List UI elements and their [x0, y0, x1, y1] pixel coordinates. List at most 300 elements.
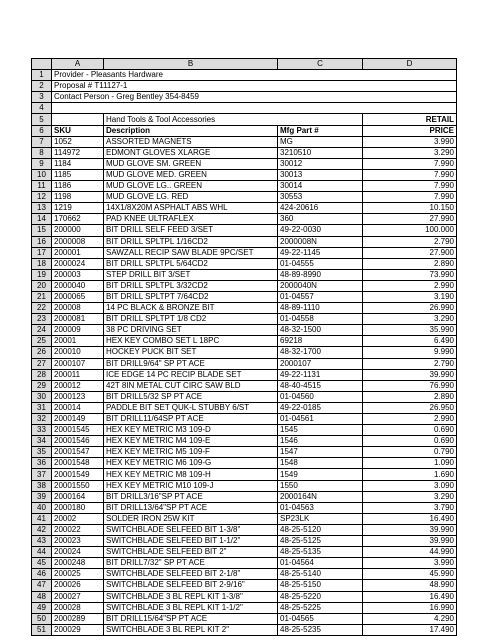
- column-header-c[interactable]: C: [278, 59, 363, 70]
- price-cell[interactable]: 3.290: [363, 147, 457, 158]
- table-row: [32, 236, 457, 247]
- sku-cell[interactable]: 200026: [52, 580, 104, 591]
- row-number[interactable]: 45: [32, 558, 52, 569]
- row-number[interactable]: 5: [32, 114, 52, 125]
- row-number[interactable]: 33: [32, 425, 52, 436]
- row-number[interactable]: 32: [32, 414, 52, 425]
- table-row: [32, 303, 457, 314]
- row-number[interactable]: 17: [32, 247, 52, 258]
- table-row: [32, 358, 457, 369]
- table-row: [32, 480, 457, 491]
- mfg-part-cell[interactable]: 48-25-5140: [278, 569, 363, 580]
- description-cell[interactable]: HEX KEY METRIC M3 109-D: [104, 425, 278, 436]
- row-number[interactable]: 36: [32, 458, 52, 469]
- description-cell[interactable]: BIT DRILL SPLTPL 5/64CD2: [104, 258, 278, 269]
- price-cell[interactable]: 48.990: [363, 580, 457, 591]
- table-row: [32, 214, 457, 225]
- description-cell[interactable]: HEX KEY METRIC M8 109-H: [104, 469, 278, 480]
- description-cell[interactable]: BIT DRILL9/64" SP PT ACE: [104, 358, 278, 369]
- price-cell[interactable]: 17.490: [363, 624, 457, 635]
- table-body: [32, 59, 457, 636]
- price-cell[interactable]: 45.990: [363, 569, 457, 580]
- mfg-part-cell[interactable]: 48-25-5150: [278, 580, 363, 591]
- table-row: [32, 136, 457, 147]
- price-cell[interactable]: 2.990: [363, 414, 457, 425]
- row-number[interactable]: 22: [32, 303, 52, 314]
- row-number[interactable]: 43: [32, 536, 52, 547]
- mfg-part-cell[interactable]: 49-22-1131: [278, 369, 363, 380]
- table-row: [32, 280, 457, 291]
- table-row: [32, 158, 457, 169]
- category-row: [32, 114, 457, 125]
- row-number[interactable]: 24: [32, 325, 52, 336]
- sku-cell[interactable]: 200023: [52, 536, 104, 547]
- sku-cell[interactable]: 20001545: [52, 425, 104, 436]
- price-cell[interactable]: 1.690: [363, 469, 457, 480]
- table-row: [32, 169, 457, 180]
- table-row: [32, 147, 457, 158]
- spreadsheet: [31, 58, 457, 636]
- mfg-part-cell[interactable]: 01-04561: [278, 414, 363, 425]
- mfg-part-cell[interactable]: 48-32-1500: [278, 325, 363, 336]
- table-row: [32, 591, 457, 602]
- sku-cell[interactable]: 200029: [52, 624, 104, 635]
- sku-cell[interactable]: 200014: [52, 402, 104, 413]
- table-row: [32, 369, 457, 380]
- mfg-part-cell[interactable]: SP23LK: [278, 513, 363, 524]
- sku-cell[interactable]: 200027: [52, 591, 104, 602]
- field-header-row: [32, 125, 457, 136]
- mfg-part-cell[interactable]: MG: [278, 136, 363, 147]
- description-cell[interactable]: SWITCHBLADE SELFEED BIT 2": [104, 547, 278, 558]
- row-number[interactable]: 51: [32, 624, 52, 635]
- sku-cell[interactable]: 20001549: [52, 469, 104, 480]
- empty-cell[interactable]: [52, 114, 104, 125]
- mfg-part-cell[interactable]: 1546: [278, 436, 363, 447]
- table-row: [32, 569, 457, 580]
- price-cell[interactable]: 44.990: [363, 547, 457, 558]
- price-cell[interactable]: 27.900: [363, 247, 457, 258]
- category-title[interactable]: Hand Tools & Tool Accessories: [104, 114, 363, 125]
- sku-header[interactable]: SKU: [52, 125, 104, 136]
- table-row: [32, 425, 457, 436]
- mfg-part-cell[interactable]: 1547: [278, 447, 363, 458]
- mfg-part-cell[interactable]: 30553: [278, 192, 363, 203]
- mfg-part-cell[interactable]: 49-22-0030: [278, 225, 363, 236]
- price-cell[interactable]: 2.790: [363, 236, 457, 247]
- table-row: [32, 524, 457, 535]
- sku-cell[interactable]: 2000123: [52, 391, 104, 402]
- row-number[interactable]: 23: [32, 314, 52, 325]
- sku-cell[interactable]: 200010: [52, 347, 104, 358]
- sku-cell[interactable]: 1052: [52, 136, 104, 147]
- table-row: [32, 436, 457, 447]
- mfg-part-cell[interactable]: 30012: [278, 158, 363, 169]
- mfg-part-cell[interactable]: 48-89-8990: [278, 269, 363, 280]
- table-row: [32, 513, 457, 524]
- sku-cell[interactable]: 200008: [52, 303, 104, 314]
- sku-cell[interactable]: 200028: [52, 602, 104, 613]
- price-cell[interactable]: 3.190: [363, 291, 457, 302]
- row-number[interactable]: 26: [32, 347, 52, 358]
- table-row: [32, 547, 457, 558]
- description-cell[interactable]: PADDLE BIT SET QUK-L STUBBY 6/ST: [104, 402, 278, 413]
- description-cell[interactable]: SWITCHBLADE SELFEED BIT 2-1/8": [104, 569, 278, 580]
- price-header[interactable]: PRICE: [363, 125, 457, 136]
- description-cell[interactable]: STEP DRILL BIT 3/SET: [104, 269, 278, 280]
- sku-cell[interactable]: 2000180: [52, 502, 104, 513]
- mfg-part-cell[interactable]: 3210510: [278, 147, 363, 158]
- mfg-part-header[interactable]: Mfg Part #: [278, 125, 363, 136]
- price-cell[interactable]: 9.990: [363, 347, 457, 358]
- price-cell[interactable]: 2.890: [363, 258, 457, 269]
- mfg-part-cell[interactable]: 48-25-5235: [278, 624, 363, 635]
- price-cell[interactable]: 2.990: [363, 280, 457, 291]
- table-row: [32, 613, 457, 624]
- sku-cell[interactable]: 200011: [52, 369, 104, 380]
- mfg-part-cell[interactable]: 01-04563: [278, 502, 363, 513]
- table-row: [32, 391, 457, 402]
- description-cell[interactable]: BIT DRILL SPLTPT 7/64CD2: [104, 291, 278, 302]
- description-cell[interactable]: BIT DRILL13/64"SP PT ACE: [104, 502, 278, 513]
- price-cell[interactable]: 16.490: [363, 513, 457, 524]
- row-number[interactable]: 11: [32, 181, 52, 192]
- sku-cell[interactable]: 20001550: [52, 480, 104, 491]
- sku-cell[interactable]: 200024: [52, 547, 104, 558]
- mfg-part-cell[interactable]: 1548: [278, 458, 363, 469]
- description-cell[interactable]: ICE EDGE 14 PC RECIP BLADE SET: [104, 369, 278, 380]
- price-cell[interactable]: 27.990: [363, 214, 457, 225]
- row-number[interactable]: 25: [32, 336, 52, 347]
- price-cell[interactable]: 0.690: [363, 436, 457, 447]
- sku-cell[interactable]: 20001548: [52, 458, 104, 469]
- price-cell[interactable]: 7.990: [363, 192, 457, 203]
- row-number[interactable]: 50: [32, 613, 52, 624]
- row-number[interactable]: 41: [32, 513, 52, 524]
- mfg-part-cell[interactable]: 30014: [278, 181, 363, 192]
- price-cell[interactable]: 39.990: [363, 369, 457, 380]
- table-row: [32, 458, 457, 469]
- retail-label[interactable]: RETAIL: [363, 114, 457, 125]
- description-cell[interactable]: BIT DRILL SPLTPL 1/16CD2: [104, 236, 278, 247]
- price-cell[interactable]: 16.490: [363, 591, 457, 602]
- sku-cell[interactable]: 2000107: [52, 358, 104, 369]
- row-number[interactable]: 20: [32, 280, 52, 291]
- price-cell[interactable]: 1.090: [363, 458, 457, 469]
- provider-cell[interactable]: Provider - Pleasants Hardware: [52, 70, 457, 81]
- price-cell[interactable]: 3.290: [363, 314, 457, 325]
- description-cell[interactable]: ASSORTED MAGNETS: [104, 136, 278, 147]
- row-number[interactable]: 28: [32, 369, 52, 380]
- table-row: [32, 247, 457, 258]
- mfg-part-cell[interactable]: 01-04560: [278, 391, 363, 402]
- row-number[interactable]: 18: [32, 258, 52, 269]
- row-number[interactable]: 1: [32, 70, 52, 81]
- price-cell[interactable]: 7.990: [363, 158, 457, 169]
- price-cell[interactable]: 73.990: [363, 269, 457, 280]
- description-cell[interactable]: BIT DRILL7/32" SP PT ACE: [104, 558, 278, 569]
- sku-cell[interactable]: 200009: [52, 325, 104, 336]
- description-cell[interactable]: HEX KEY METRIC M5 109-F: [104, 447, 278, 458]
- row-number[interactable]: 12: [32, 192, 52, 203]
- price-cell[interactable]: 16.990: [363, 602, 457, 613]
- table-row: [32, 469, 457, 480]
- description-cell[interactable]: MUD GLOVE SM. GREEN: [104, 158, 278, 169]
- row-number[interactable]: 37: [32, 469, 52, 480]
- mfg-part-cell[interactable]: 01-04557: [278, 291, 363, 302]
- description-cell[interactable]: SOLDER IRON 25W KIT: [104, 513, 278, 524]
- mfg-part-cell[interactable]: 48-25-5225: [278, 602, 363, 613]
- price-cell[interactable]: 10.150: [363, 203, 457, 214]
- row-number[interactable]: 39: [32, 491, 52, 502]
- description-cell[interactable]: SWITCHBLADE 3 BL REPL KIT 2": [104, 624, 278, 635]
- column-header-a[interactable]: A: [52, 59, 104, 70]
- column-header-b[interactable]: B: [104, 59, 278, 70]
- description-cell[interactable]: SWITCHBLADE SELFEED BIT 1-1/2": [104, 536, 278, 547]
- meta-row: [32, 70, 457, 81]
- mfg-part-cell[interactable]: 48-32-1700: [278, 347, 363, 358]
- description-cell[interactable]: HEX KEY METRIC M4 109-E: [104, 436, 278, 447]
- row-number[interactable]: 9: [32, 158, 52, 169]
- price-cell[interactable]: 7.990: [363, 181, 457, 192]
- table-row: [32, 325, 457, 336]
- column-header-row: [32, 59, 457, 70]
- mfg-part-cell[interactable]: 48-25-5135: [278, 547, 363, 558]
- price-cell[interactable]: 26.990: [363, 303, 457, 314]
- mfg-part-cell[interactable]: 1545: [278, 425, 363, 436]
- row-number[interactable]: 3: [32, 92, 52, 103]
- row-number[interactable]: 35: [32, 447, 52, 458]
- table-row: [32, 602, 457, 613]
- description-cell[interactable]: EDMONT GLOVES XLARGE: [104, 147, 278, 158]
- sku-cell[interactable]: 1219: [52, 203, 104, 214]
- table-row: [32, 491, 457, 502]
- mfg-part-cell[interactable]: 424-20616: [278, 203, 363, 214]
- price-cell[interactable]: 2.790: [363, 358, 457, 369]
- table-row: [32, 402, 457, 413]
- price-cell[interactable]: 4.290: [363, 613, 457, 624]
- row-number[interactable]: 2: [32, 81, 52, 92]
- price-table: [31, 58, 457, 636]
- meta-row: [32, 103, 457, 114]
- row-number[interactable]: 4: [32, 103, 52, 114]
- description-cell[interactable]: BIT DRILL15/64"SP PT ACE: [104, 613, 278, 624]
- mfg-part-cell[interactable]: 1549: [278, 469, 363, 480]
- description-cell[interactable]: HEX KEY COMBO SET L 18PC: [104, 336, 278, 347]
- row-number[interactable]: 13: [32, 203, 52, 214]
- price-cell[interactable]: 3.990: [363, 558, 457, 569]
- sku-cell[interactable]: 20002: [52, 513, 104, 524]
- description-cell[interactable]: 14X1/8X20M ASPHALT ABS WHL: [104, 203, 278, 214]
- row-number[interactable]: 31: [32, 402, 52, 413]
- description-cell[interactable]: SWITCHBLADE SELFEED BIT 2-9/16": [104, 580, 278, 591]
- sku-cell[interactable]: 2000164: [52, 491, 104, 502]
- sku-cell[interactable]: 200025: [52, 569, 104, 580]
- sku-cell[interactable]: 2000081: [52, 314, 104, 325]
- table-row: [32, 336, 457, 347]
- row-number[interactable]: 29: [32, 380, 52, 391]
- table-row: [32, 380, 457, 391]
- mfg-part-cell[interactable]: 48-25-5220: [278, 591, 363, 602]
- table-row: [32, 203, 457, 214]
- row-number[interactable]: 19: [32, 269, 52, 280]
- description-cell[interactable]: SWITCHBLADE SELFEED BIT 1-3/8": [104, 524, 278, 535]
- description-cell[interactable]: 14 PC BLACK & BRONZE BIT: [104, 303, 278, 314]
- description-cell[interactable]: MUD GLOVE LG. RED: [104, 192, 278, 203]
- sku-cell[interactable]: 20001547: [52, 447, 104, 458]
- description-cell[interactable]: 42T 8IN METAL CUT CIRC SAW BLD: [104, 380, 278, 391]
- mfg-part-cell[interactable]: 69218: [278, 336, 363, 347]
- mfg-part-cell[interactable]: 48-25-5120: [278, 524, 363, 535]
- table-row: [32, 347, 457, 358]
- sku-cell[interactable]: 20001546: [52, 436, 104, 447]
- sku-cell[interactable]: 200003: [52, 269, 104, 280]
- description-cell[interactable]: BIT DRILL11/64SP PT ACE: [104, 414, 278, 425]
- description-cell[interactable]: 38 PC DRIVING SET: [104, 325, 278, 336]
- sku-cell[interactable]: 1184: [52, 158, 104, 169]
- mfg-part-cell[interactable]: 01-04555: [278, 258, 363, 269]
- table-row: [32, 502, 457, 513]
- description-cell[interactable]: BIT DRILL SPLTPT 1/8 CD2: [104, 314, 278, 325]
- row-number[interactable]: 27: [32, 358, 52, 369]
- price-cell[interactable]: 6.490: [363, 336, 457, 347]
- sku-cell[interactable]: 1185: [52, 169, 104, 180]
- sku-cell[interactable]: 2000149: [52, 414, 104, 425]
- sku-cell[interactable]: 200000: [52, 225, 104, 236]
- mfg-part-cell[interactable]: 01-04564: [278, 558, 363, 569]
- table-row: [32, 414, 457, 425]
- row-number[interactable]: 16: [32, 236, 52, 247]
- table-row: [32, 225, 457, 236]
- sku-cell[interactable]: 2000040: [52, 280, 104, 291]
- sku-cell[interactable]: 114972: [52, 147, 104, 158]
- description-cell[interactable]: HEX KEY METRIC M10 109-J: [104, 480, 278, 491]
- table-row: [32, 192, 457, 203]
- description-cell[interactable]: BIT DRILL SELF FEED 3/SET: [104, 225, 278, 236]
- table-row: [32, 181, 457, 192]
- mfg-part-cell[interactable]: 360: [278, 214, 363, 225]
- sku-cell[interactable]: 2000065: [52, 291, 104, 302]
- sku-cell[interactable]: 200001: [52, 247, 104, 258]
- mfg-part-cell[interactable]: 2000040N: [278, 280, 363, 291]
- mfg-part-cell[interactable]: 01-04565: [278, 613, 363, 624]
- price-cell[interactable]: 3.290: [363, 491, 457, 502]
- description-header[interactable]: Description: [104, 125, 278, 136]
- price-cell[interactable]: 0.690: [363, 425, 457, 436]
- sku-cell[interactable]: 1186: [52, 181, 104, 192]
- price-cell[interactable]: 0.790: [363, 447, 457, 458]
- price-cell[interactable]: 100.000: [363, 225, 457, 236]
- mfg-part-cell[interactable]: 49-22-1145: [278, 247, 363, 258]
- row-number[interactable]: 44: [32, 547, 52, 558]
- row-number[interactable]: 42: [32, 524, 52, 535]
- table-row: [32, 447, 457, 458]
- table-row: [32, 580, 457, 591]
- mfg-part-cell[interactable]: 48-89-1110: [278, 303, 363, 314]
- sku-cell[interactable]: 2000248: [52, 558, 104, 569]
- description-cell[interactable]: BIT DRILL SPLTPL 3/32CD2: [104, 280, 278, 291]
- sku-cell[interactable]: 200022: [52, 524, 104, 535]
- corner-cell[interactable]: [32, 59, 52, 70]
- proposal-cell[interactable]: Proposal # T11127-1: [52, 81, 457, 92]
- row-number[interactable]: 30: [32, 391, 52, 402]
- table-row: [32, 291, 457, 302]
- contact-cell[interactable]: Contact Person - Greg Bentley 354-8459: [52, 92, 457, 103]
- row-number[interactable]: 15: [32, 225, 52, 236]
- price-cell[interactable]: 7.990: [363, 169, 457, 180]
- column-header-d[interactable]: D: [363, 59, 457, 70]
- description-cell[interactable]: SAWZALL RECIP SAW BLADE 9PC/SET: [104, 247, 278, 258]
- row-number[interactable]: 48: [32, 591, 52, 602]
- mfg-part-cell[interactable]: 2000107: [278, 358, 363, 369]
- meta-row: [32, 92, 457, 103]
- price-cell[interactable]: 35.990: [363, 325, 457, 336]
- empty-cell[interactable]: [52, 103, 457, 114]
- row-number[interactable]: 14: [32, 214, 52, 225]
- price-cell[interactable]: 26.950: [363, 402, 457, 413]
- sku-cell[interactable]: 200012: [52, 380, 104, 391]
- description-cell[interactable]: MUD GLOVE MED. GREEN: [104, 169, 278, 180]
- row-number[interactable]: 21: [32, 291, 52, 302]
- row-number[interactable]: 6: [32, 125, 52, 136]
- mfg-part-cell[interactable]: 30013: [278, 169, 363, 180]
- price-cell[interactable]: 3.790: [363, 502, 457, 513]
- mfg-part-cell[interactable]: 2000164N: [278, 491, 363, 502]
- mfg-part-cell[interactable]: 1550: [278, 480, 363, 491]
- table-row: [32, 258, 457, 269]
- row-number[interactable]: 46: [32, 569, 52, 580]
- price-cell[interactable]: 39.990: [363, 536, 457, 547]
- mfg-part-cell[interactable]: 48-25-5125: [278, 536, 363, 547]
- price-cell[interactable]: 39.990: [363, 524, 457, 535]
- row-number[interactable]: 40: [32, 502, 52, 513]
- table-row: [32, 558, 457, 569]
- description-cell[interactable]: HEX KEY METRIC M6 109-G: [104, 458, 278, 469]
- meta-row: [32, 81, 457, 92]
- price-cell[interactable]: 2.890: [363, 391, 457, 402]
- sku-cell[interactable]: 2000289: [52, 613, 104, 624]
- mfg-part-cell[interactable]: 01-04558: [278, 314, 363, 325]
- description-cell[interactable]: SWITCHBLADE 3 BL REPL KIT 1-1/2": [104, 602, 278, 613]
- row-number[interactable]: 10: [32, 169, 52, 180]
- description-cell[interactable]: PAD KNEE ULTRAFLEX: [104, 214, 278, 225]
- sku-cell[interactable]: 1198: [52, 192, 104, 203]
- description-cell[interactable]: HOCKEY PUCK BIT SET: [104, 347, 278, 358]
- price-cell[interactable]: 3.090: [363, 480, 457, 491]
- row-number[interactable]: 49: [32, 602, 52, 613]
- price-cell[interactable]: 76.990: [363, 380, 457, 391]
- row-number[interactable]: 34: [32, 436, 52, 447]
- sku-cell[interactable]: 2000008: [52, 236, 104, 247]
- mfg-part-cell[interactable]: 49-22-0185: [278, 402, 363, 413]
- table-row: [32, 314, 457, 325]
- description-cell[interactable]: BIT DRILL5/32 SP PT ACE: [104, 391, 278, 402]
- sku-cell[interactable]: 170662: [52, 214, 104, 225]
- row-number[interactable]: 38: [32, 480, 52, 491]
- table-row: [32, 269, 457, 280]
- mfg-part-cell[interactable]: 48-40-4515: [278, 380, 363, 391]
- description-cell[interactable]: MUD GLOVE LG.. GREEN: [104, 181, 278, 192]
- description-cell[interactable]: SWITCHBLADE 3 BL REPL KIT 1-3/8": [104, 591, 278, 602]
- row-number[interactable]: 47: [32, 580, 52, 591]
- row-number[interactable]: 7: [32, 136, 52, 147]
- sku-cell[interactable]: 2000024: [52, 258, 104, 269]
- description-cell[interactable]: BIT DRILL3/16"SP PT ACE: [104, 491, 278, 502]
- row-number[interactable]: 8: [32, 147, 52, 158]
- mfg-part-cell[interactable]: 2000008N: [278, 236, 363, 247]
- price-cell[interactable]: 3.990: [363, 136, 457, 147]
- sku-cell[interactable]: 20001: [52, 336, 104, 347]
